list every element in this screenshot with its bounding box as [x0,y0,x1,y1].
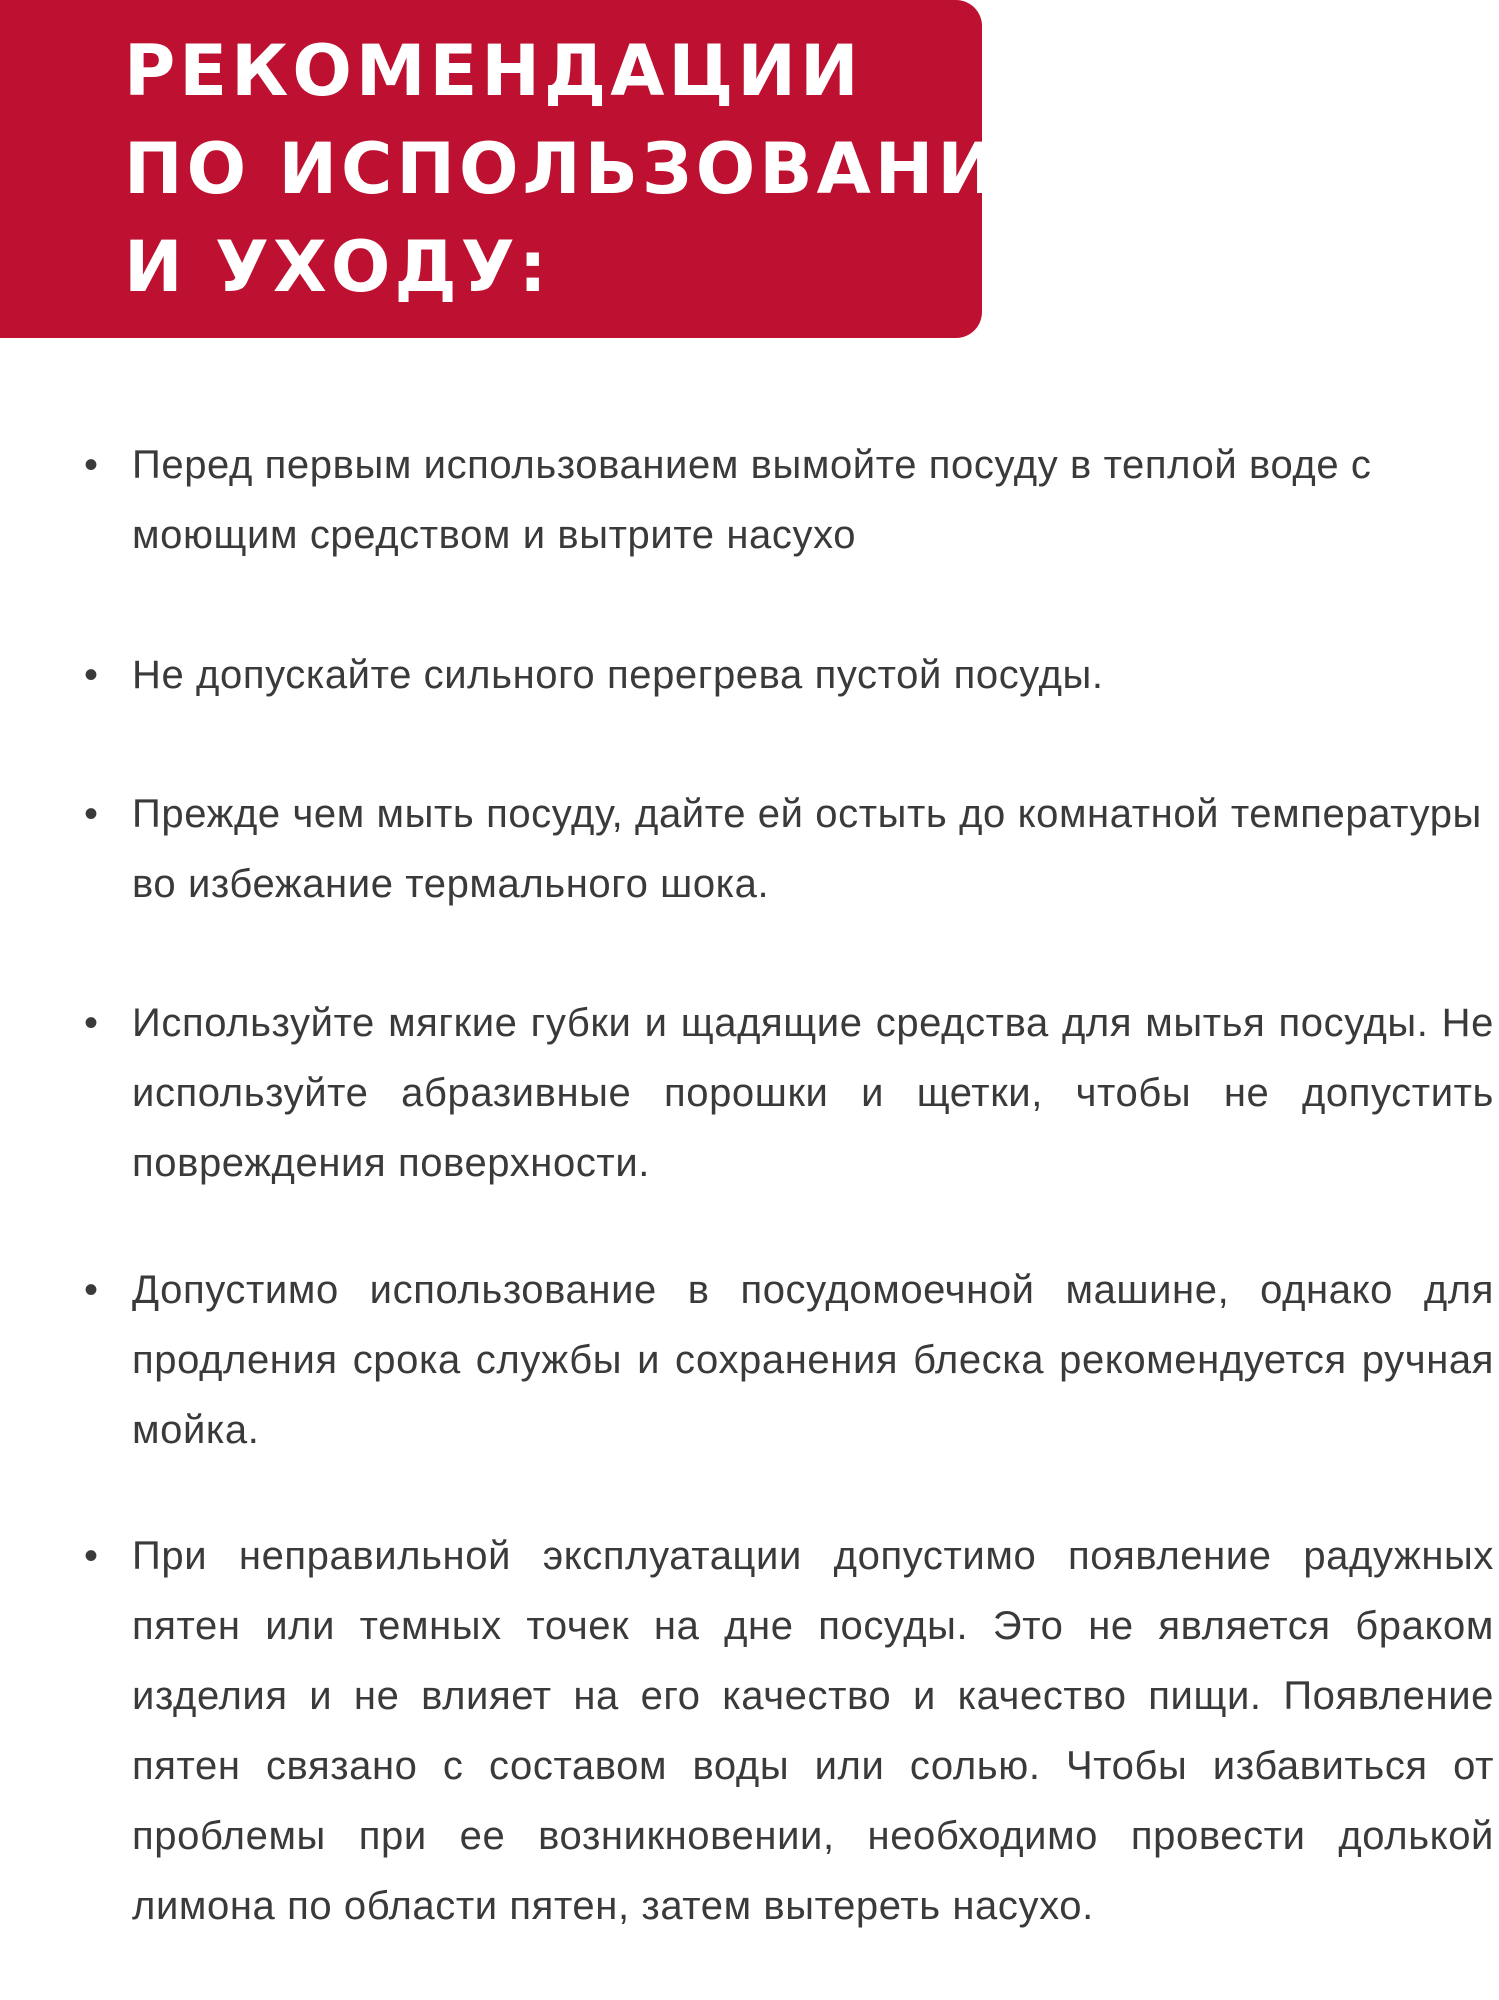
bullet-icon: • [84,792,99,836]
list-item-text: Используйте мягкие губки и щадящие средства для мытья посуды. Не используйте абразивные порошки и щетки, чтобы не допустить повреждения поверхности. [132,1001,1494,1185]
list-item-text: При неправильной эксплуатации допустимо появление радужных пятен или темных точек на дне посуды. Это не является браком изделия и не влияет на его качество и качество пищи. Появление пятен связано с составом воды или солью. Чтобы избавиться от проблемы при ее возникновении, необходимо провести долькой лимона по области пятен, затем вытереть насухо. [132,1534,1494,1928]
title-line-3: И УХОДУ: [124,226,551,308]
list-item-text: Не допускайте сильного перегрева пустой посуды. [132,653,1104,697]
list-item [84,779,1496,919]
list-item-text: Допустимо использование в посудомоечной машине, однако для продления срока службы и сохранения блеска рекомендуется ручная мойка. [132,1268,1494,1452]
bullet-icon: • [84,1001,99,1045]
header-banner [0,0,1087,338]
title-line-1: РЕКОМЕНДАЦИИ [124,30,863,112]
bullet-icon: • [84,443,99,487]
list-item [84,1521,1496,1941]
list-item [84,430,1496,570]
bullet-icon: • [84,653,99,697]
page-title [124,22,1086,316]
list-item [84,988,1496,1198]
list-item [84,1255,1496,1465]
list-item [84,640,1496,710]
list-item-text: Прежде чем мыть посуду, дайте ей остыть до комнатной температуры во избежание термального шока. [132,792,1482,906]
bullet-icon: • [84,1268,99,1312]
title-line-2: ПО ИСПОЛЬЗОВАНИЮ [124,128,1087,210]
list-item-text: Перед первым использованием вымойте посуду в теплой воде с моющим средством и вытрите насухо [132,443,1372,557]
bullet-icon: • [84,1534,99,1578]
